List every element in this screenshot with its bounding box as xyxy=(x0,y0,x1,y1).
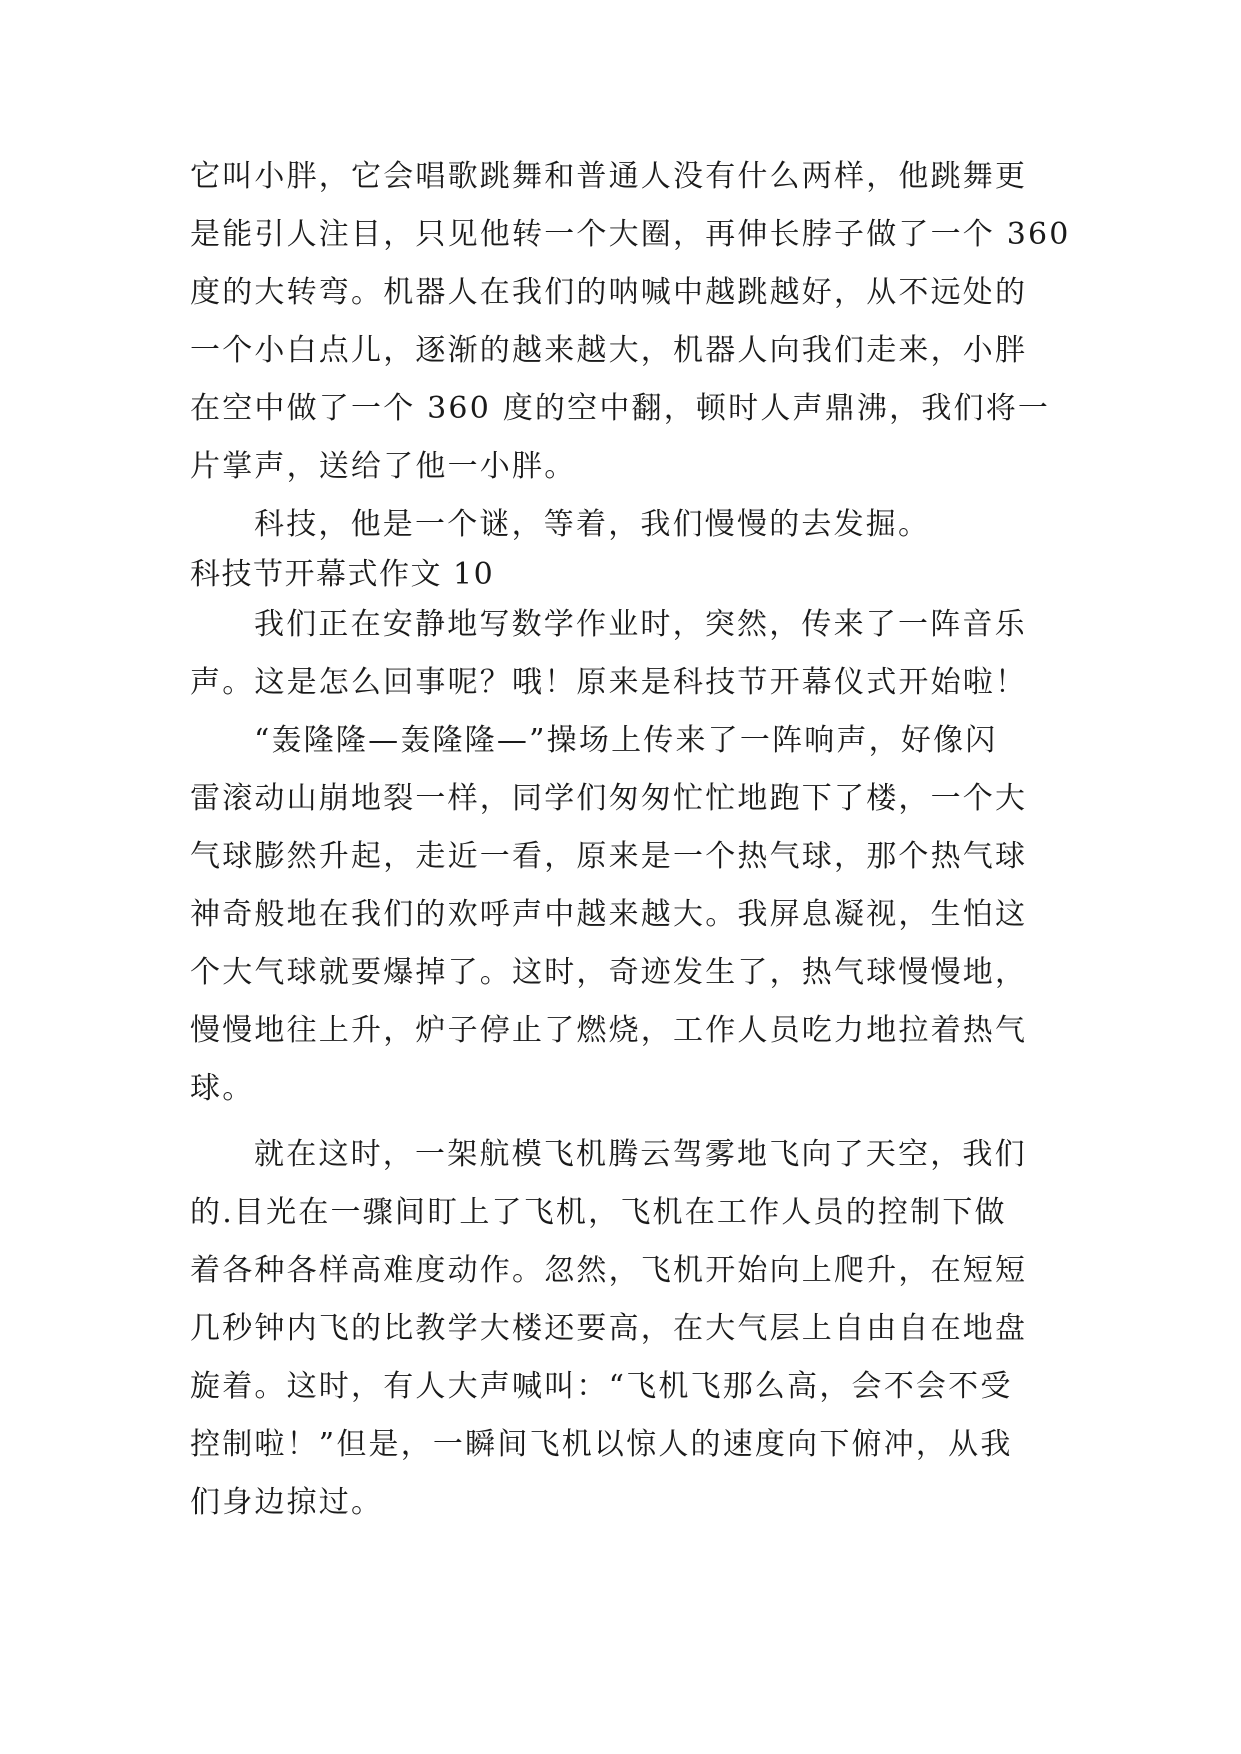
text-line-9: 我们正在安静地写数学作业时，突然，传来了一阵音乐 xyxy=(254,607,1027,642)
text-line-6: 片掌声，送给了他一小胖。 xyxy=(190,449,577,484)
paragraph-conclusion: 科技，他是一个谜，等着，我们慢慢的去发掘。 xyxy=(254,507,931,542)
text-line-24: 们身边掠过。 xyxy=(190,1485,384,1520)
text-line-12: 雷滚动山崩地裂一样，同学们匆匆忙忙地跑下了楼，一个大 xyxy=(190,781,1028,816)
text-line-1: 它叫小胖，它会唱歌跳舞和普通人没有什么两样，他跳舞更 xyxy=(190,159,1028,194)
text-line-22: 旋着。这时，有人大声喊叫：“飞机飞那么高，会不会不受 xyxy=(190,1369,1013,1404)
text-line-17: 球。 xyxy=(190,1071,255,1106)
text-line-5: 在空中做了一个 360 度的空中翻，顿时人声鼎沸，我们将一 xyxy=(190,391,1051,426)
text-line-3: 度的大转弯。机器人在我们的呐喊中越跳越好，从不远处的 xyxy=(190,275,1028,310)
text-line-15: 个大气球就要爆掉了。这时，奇迹发生了，热气球慢慢地， xyxy=(190,955,1028,990)
text-line-14: 神奇般地在我们的欢呼声中越来越大。我屏息凝视，生怕这 xyxy=(190,897,1028,932)
text-line-2: 是能引人注目，只见他转一个大圈，再伸长脖子做了一个 360 xyxy=(190,217,1071,252)
text-line-16: 慢慢地往上升，炉子停止了燃烧，工作人员吃力地拉着热气 xyxy=(190,1013,1028,1048)
document-body xyxy=(190,158,1071,1522)
text-line-21: 几秒钟内飞的比教学大楼还要高，在大气层上自由自在地盘 xyxy=(190,1311,1028,1346)
text-line-11: “轰隆隆—轰隆隆—”操场上传来了一阵响声，好像闪 xyxy=(254,723,998,758)
section-title: 科技节开幕式作文 10 xyxy=(190,557,495,592)
text-line-4: 一个小白点儿，逐渐的越来越大，机器人向我们走来，小胖 xyxy=(190,333,1028,368)
text-line-23: 控制啦！”但是，一瞬间飞机以惊人的速度向下俯冲，从我 xyxy=(190,1427,1013,1462)
text-line-18: 就在这时，一架航模飞机腾云驾雾地飞向了天空，我们 xyxy=(254,1137,1027,1172)
text-line-10: 声。这是怎么回事呢？哦！原来是科技节开幕仪式开始啦！ xyxy=(190,665,1028,700)
text-line-13: 气球膨然升起，走近一看，原来是一个热气球，那个热气球 xyxy=(190,839,1028,874)
text-line-19: 的.目光在一骤间盯上了飞机，飞机在工作人员的控制下做 xyxy=(190,1195,1007,1230)
text-line-20: 着各种各样高难度动作。忽然，飞机开始向上爬升，在短短 xyxy=(190,1253,1028,1288)
